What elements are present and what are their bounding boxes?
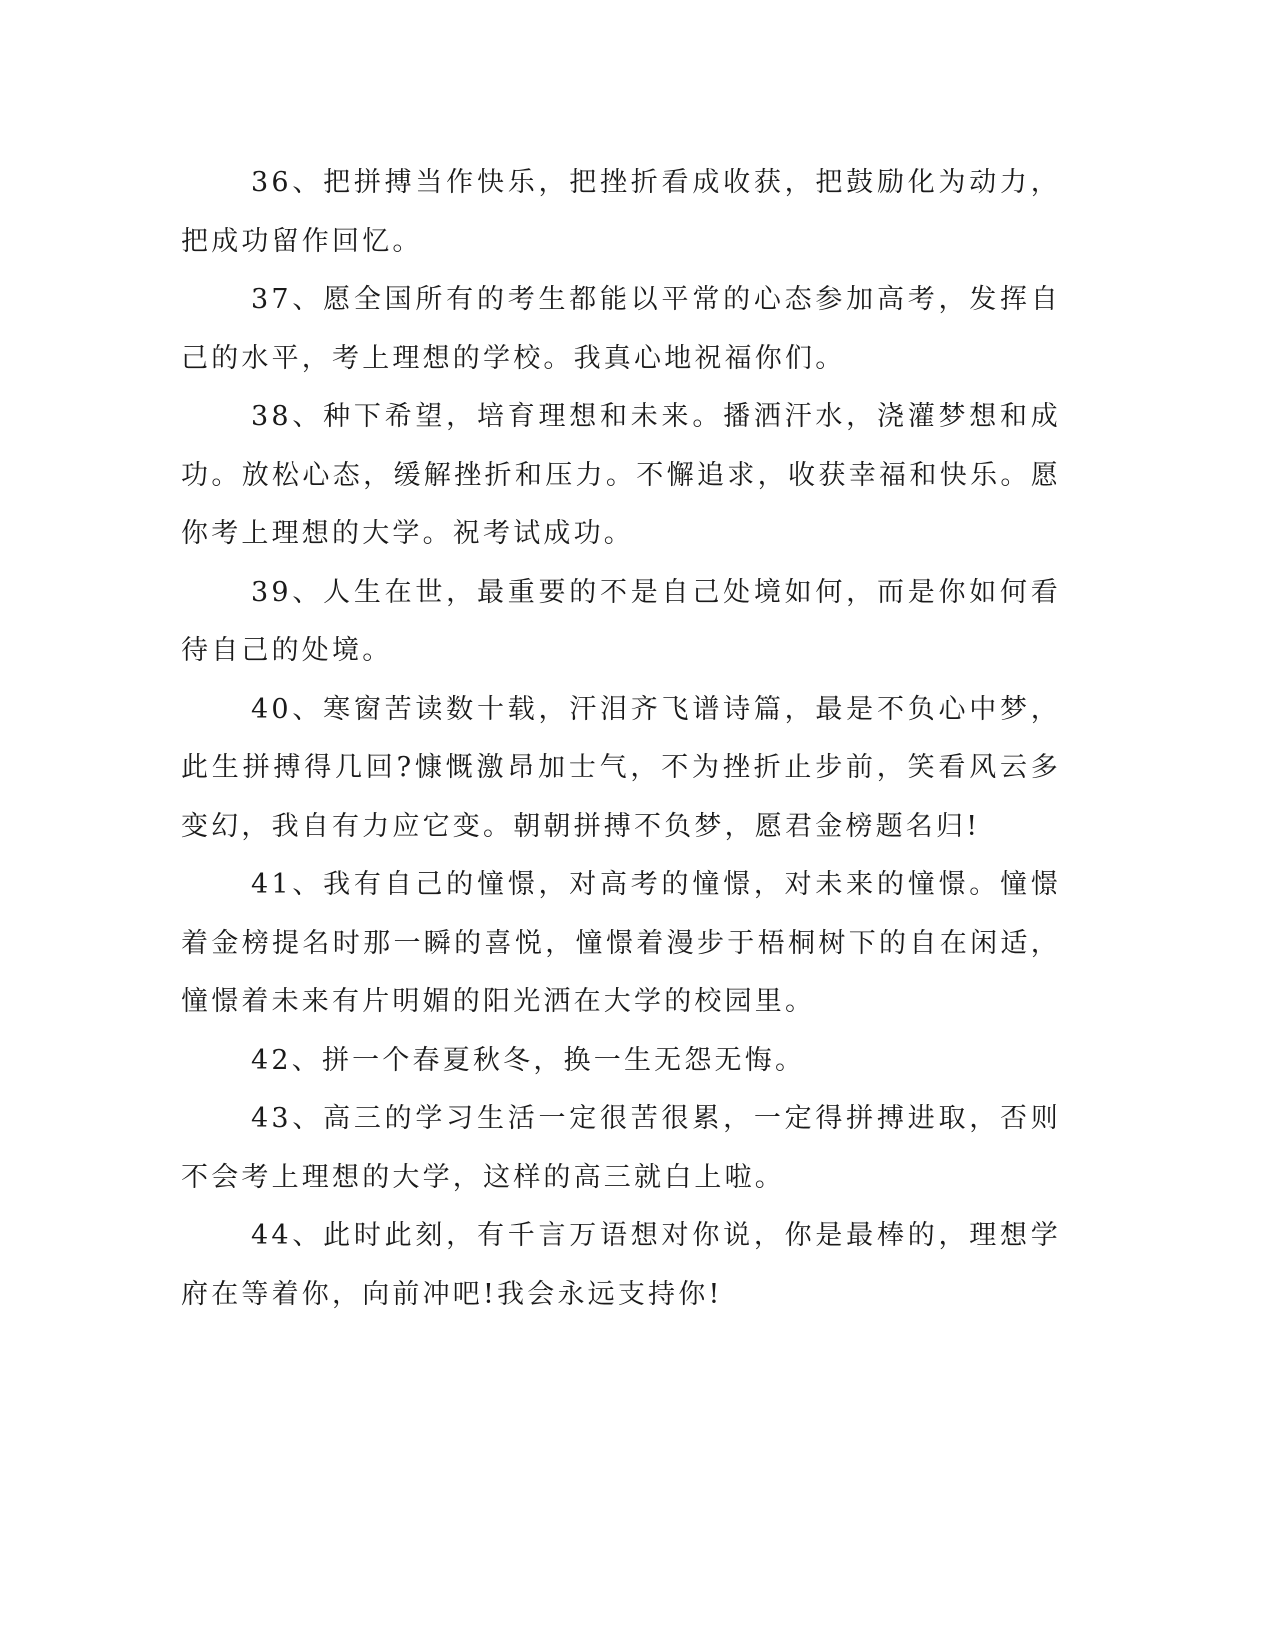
paragraph-37: 37、愿全国所有的考生都能以平常的心态参加高考，发挥自己的水平，考上理想的学校。我真心地祝福你们。 — [181, 284, 1061, 374]
document-body — [181, 154, 1061, 1324]
paragraph-39: 39、人生在世，最重要的不是自己处境如何，而是你如何看待自己的处境。 — [181, 576, 1061, 666]
paragraph-43: 43、高三的学习生活一定很苦很累，一定得拼搏进取，否则不会考上理想的大学，这样的高三就白上啦。 — [181, 1103, 1061, 1193]
paragraph-40: 40、寒窗苦读数十载，汗泪齐飞谱诗篇，最是不负心中梦，此生拼搏得几回?慷慨激昂加士气，不为挫折止步前，笑看风云多变幻，我自有力应它变。朝朝拼搏不负梦，愿君金榜题名归! — [181, 693, 1061, 842]
paragraph-36: 36、把拼搏当作快乐，把挫折看成收获，把鼓励化为动力，把成功留作回忆。 — [181, 167, 1061, 257]
paragraph-41: 41、我有自己的憧憬，对高考的憧憬，对未来的憧憬。憧憬着金榜提名时那一瞬的喜悦，憧憬着漫步于梧桐树下的自在闲适，憧憬着未来有片明媚的阳光洒在大学的校园里。 — [181, 869, 1061, 1017]
paragraph-44: 44、此时此刻，有千言万语想对你说，你是最棒的，理想学府在等着你，向前冲吧!我会永远支持你! — [181, 1220, 1061, 1310]
paragraph-38: 38、种下希望，培育理想和未来。播洒汗水，浇灌梦想和成功。放松心态，缓解挫折和压力。不懈追求，收获幸福和快乐。愿你考上理想的大学。祝考试成功。 — [181, 401, 1061, 549]
paragraph-42: 42、拼一个春夏秋冬，换一生无怨无悔。 — [251, 1044, 806, 1076]
